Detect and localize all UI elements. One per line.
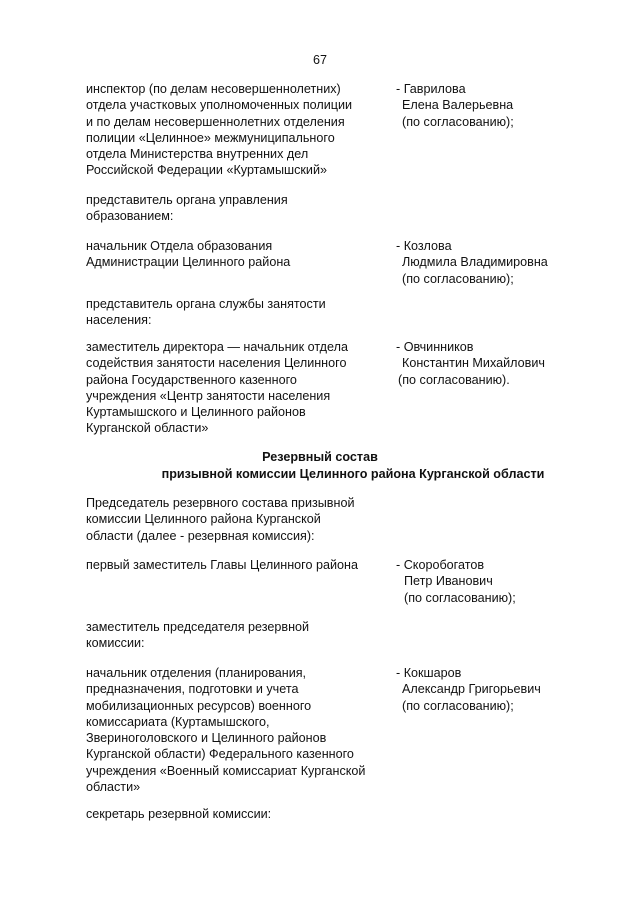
member-koksharov xyxy=(396,665,626,714)
category-education xyxy=(86,192,396,225)
member-note: (по согласованию); xyxy=(402,114,514,129)
text-line: секретарь резервной комиссии: xyxy=(86,807,272,821)
text-line: содействия занятости населения Целинного xyxy=(86,356,347,371)
text-line: начальник отделения (планирования, xyxy=(86,666,307,680)
member-note: (по согласованию); xyxy=(402,271,514,286)
text-line: Курганской области» xyxy=(86,421,209,436)
category-employment xyxy=(86,296,396,329)
member-surname: - Кокшаров xyxy=(396,666,462,680)
text-line: комиссариата (Куртамышского, xyxy=(86,714,270,729)
text-line: области (далее - резервная комиссия): xyxy=(86,528,315,543)
member-note: (по согласованию); xyxy=(402,698,514,713)
text-line: отдела Министерства внутренних дел xyxy=(86,147,309,162)
section-heading-line2: призывной комиссии Целинного района Курганской области xyxy=(161,467,545,481)
position-military-commissariat xyxy=(86,665,396,795)
member-name: Елена Валерьевна xyxy=(402,98,514,113)
text-line: населения: xyxy=(86,313,152,328)
reserve-chairman-title xyxy=(86,495,396,544)
text-line: комиссии: xyxy=(86,636,145,651)
member-note: (по согласованию); xyxy=(404,590,516,605)
member-note: (по согласованию). xyxy=(398,372,510,387)
text-line: отдела участковых уполномоченных полиции xyxy=(86,98,353,113)
position-first-deputy xyxy=(86,557,396,573)
member-ovchinnikov xyxy=(396,339,626,388)
text-line: заместитель председателя резервной xyxy=(86,620,310,634)
text-line: района Государственного казенного xyxy=(86,372,297,387)
reserve-deputy-chairman-title xyxy=(86,619,396,652)
member-kozlova xyxy=(396,238,626,287)
member-skorobogatov xyxy=(396,557,626,606)
page-number: 67 xyxy=(312,53,327,67)
section-heading-line1: Резервный состав xyxy=(262,450,378,464)
member-name: Петр Иванович xyxy=(404,574,493,589)
text-line: Российской Федерации «Куртамышский» xyxy=(86,163,327,178)
member-surname: - Скоробогатов xyxy=(396,558,485,572)
member-surname: - Овчинников xyxy=(396,340,474,354)
text-line: заместитель директора — начальник отдела xyxy=(86,340,348,354)
text-line: учреждения «Центр занятости населения xyxy=(86,388,331,403)
position-inspector xyxy=(86,81,396,179)
text-line: учреждения «Военный комиссариат Курганской xyxy=(86,763,366,778)
position-employment-deputy xyxy=(86,339,396,437)
text-line: Председатель резервного состава призывной xyxy=(86,496,355,510)
member-surname: - Козлова xyxy=(396,239,452,253)
text-line: начальник Отдела образования xyxy=(86,239,273,253)
text-line: предназначения, подготовки и учета xyxy=(86,682,299,697)
member-name: Александр Григорьевич xyxy=(402,682,541,697)
member-name: Константин Михайлович xyxy=(402,356,545,371)
text-line: Администрации Целинного района xyxy=(86,255,291,270)
text-line: мобилизационных ресурсов) военного xyxy=(86,698,312,713)
text-line: Куртамышского и Целинного районов xyxy=(86,405,306,420)
member-gavrilova xyxy=(396,81,626,130)
text-line: первый заместитель Главы Целинного района xyxy=(86,558,358,572)
text-line: комиссии Целинного района Курганской xyxy=(86,512,321,527)
text-line: и по делам несовершеннолетних отделения xyxy=(86,114,345,129)
reserve-secretary-title xyxy=(86,806,396,822)
text-line: Курганской области) Федерального казенного xyxy=(86,747,354,762)
text-line: полиции «Целинное» межмуниципального xyxy=(86,130,335,145)
member-name: Людмила Владимировна xyxy=(402,255,548,270)
text-line: инспектор (по делам несовершеннолетних) xyxy=(86,82,341,96)
text-line: образованием: xyxy=(86,209,174,224)
text-line: области» xyxy=(86,780,141,795)
member-surname: - Гаврилова xyxy=(396,82,466,96)
position-education-head xyxy=(86,238,396,271)
text-line: представитель органа службы занятости xyxy=(86,297,326,311)
text-line: Звериноголовского и Целинного районов xyxy=(86,731,327,746)
text-line: представитель органа управления xyxy=(86,193,288,207)
